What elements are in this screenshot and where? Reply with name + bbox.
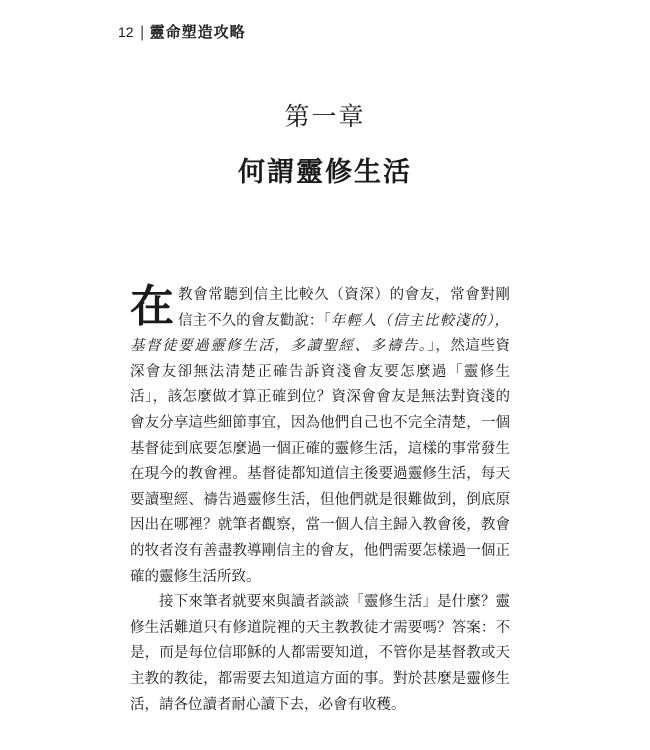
paragraph-1-text-a: 教會常聽到信主比較久（資深）的會友，常會對剛信主不久的會友勸說：「 [178, 287, 510, 329]
paragraph-2: 接下來筆者就要來與讀者談談「靈修生活」是什麼？靈修生活難道只有修道院裡的天主教教徒才需要嗎？答案：不是，而是每位信耶穌的人都需要知道，不管你是基督教或天主教的教徒，都需要去知道這方面的事。對於甚麼是靈修生活，請各位讀者耐心讀下去，必會有收穫。 [130, 594, 510, 713]
running-header [118, 21, 246, 43]
drop-cap: 在 [130, 281, 174, 332]
quoted-advice: 年輕人（信主比較淺的），基督徒要過靈修生活，多讀聖經、多禱告。 [130, 312, 510, 355]
chapter-title: 何謂靈修生活 [238, 157, 412, 188]
paragraph-1-text-b: 」，然這些資深會友卻無法清楚正確告訴資淺會友要怎麼過「靈修生活」，該怎麼做才算正確到位？資深會會友是無法對資淺的會友分享這些細節事宜，因為他們自己也不完全清楚，一個基督徒到底要怎麼過一個正確的靈修生活，這樣的事常發生在現今的教會裡。基督徒都知道信主後要過靈修生活，每天要讀聖經、禱告過靈修生活，但他們就是很難做到，倒底原因出在哪裡？就筆者觀察，當一個人信主歸入教會後，教會的牧者沒有善盡教導剛信主的會友，他們需要怎樣過一個正確的靈修生活所致。 [130, 338, 511, 585]
chapter-label: 第一章 [284, 102, 366, 131]
book-title: 靈命塑造攻略 [149, 23, 246, 41]
body-text [130, 283, 510, 718]
paragraph-1 [130, 283, 510, 590]
header-divider: | [139, 23, 145, 41]
page-number: 12 [118, 24, 134, 40]
